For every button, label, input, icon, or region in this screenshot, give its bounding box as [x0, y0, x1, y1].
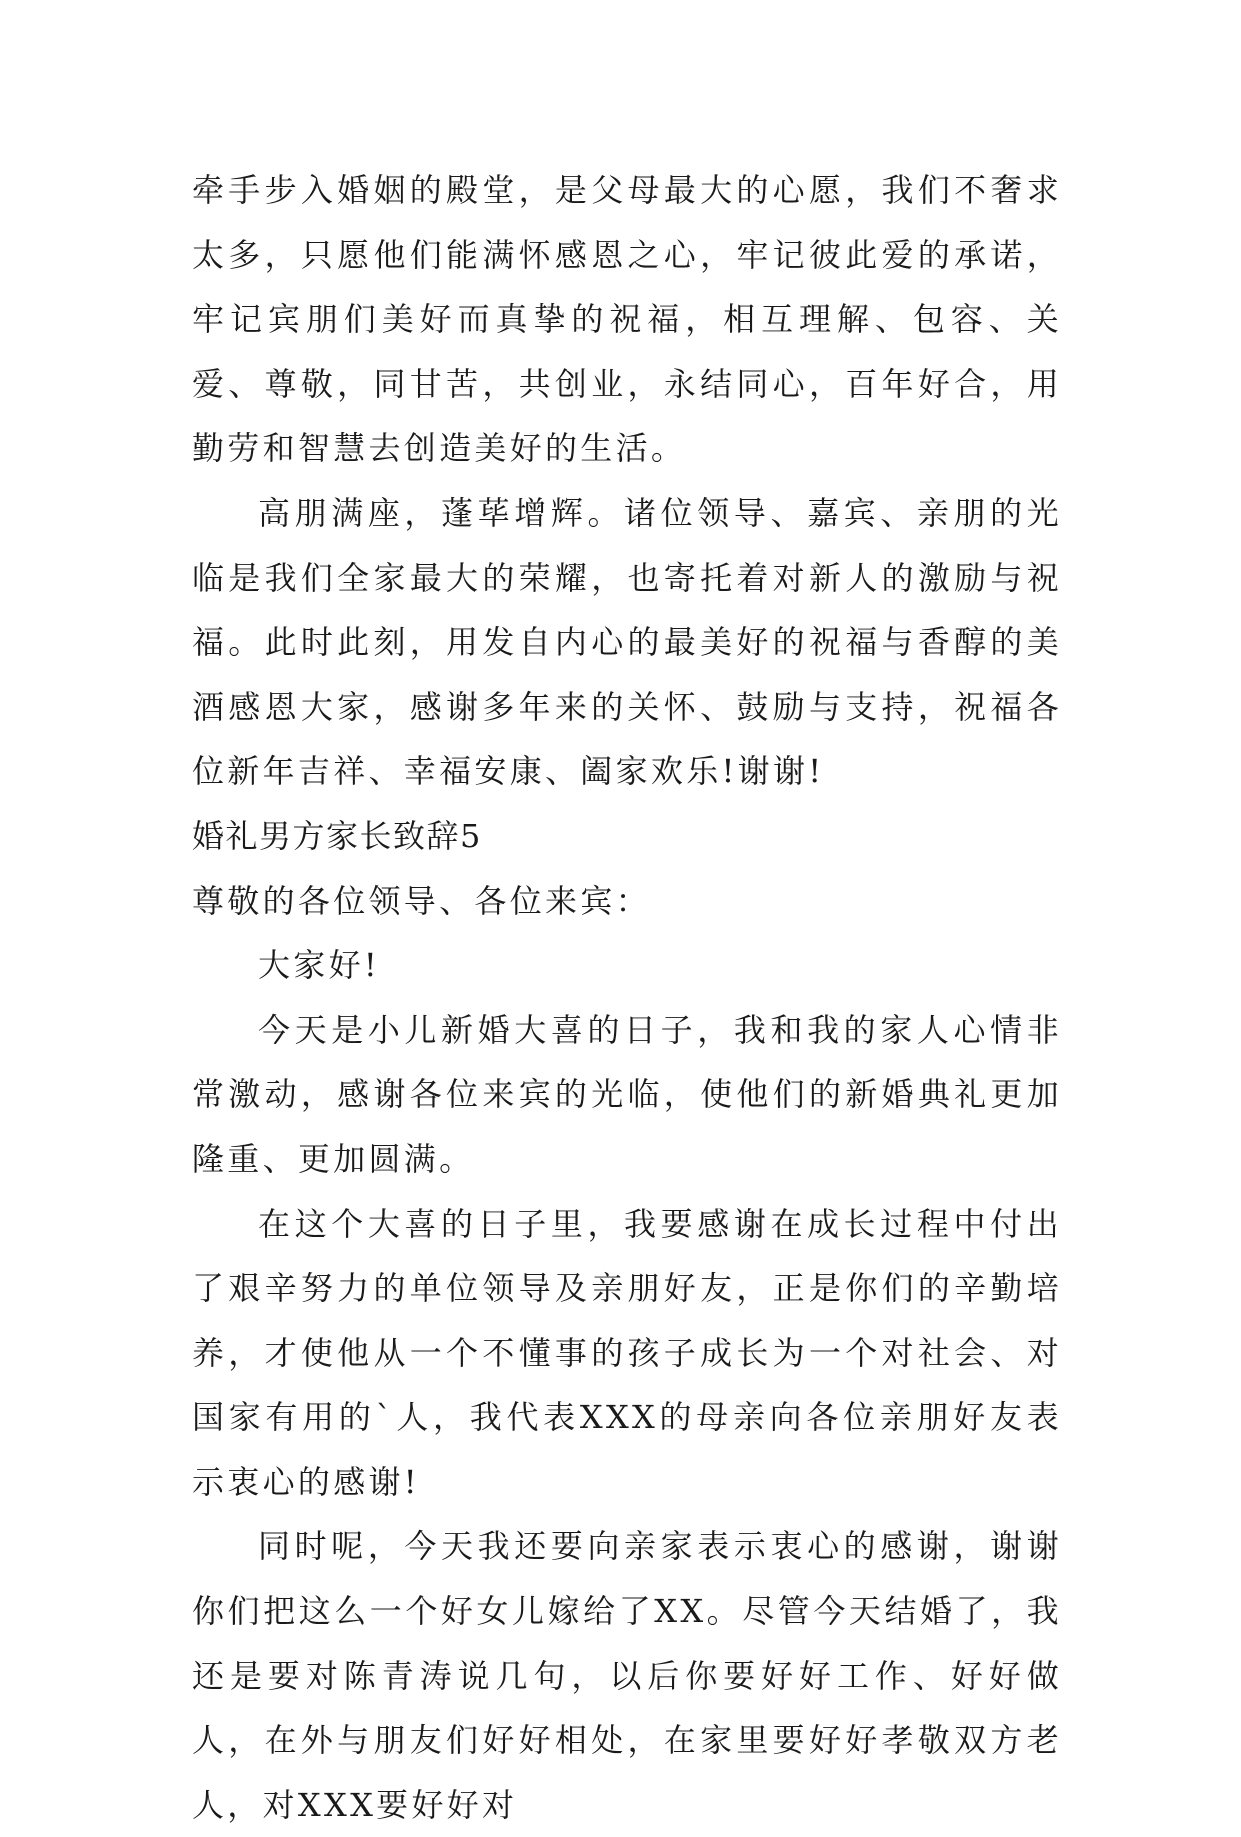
paragraph-wedding-wishes: 牵手步入婚姻的殿堂，是父母最大的心愿，我们不奢求太多，只愿他们能满怀感恩之心，牢记彼此爱的承诺，牢记宾朋们美好而真挚的祝福，相互理解、包容、关爱、尊敬，同甘苦，共创业，永结同心，百年好合，用勤劳和智慧去创造美好的生活。 — [192, 171, 1062, 468]
section-title: 婚礼男方家长致辞5 — [192, 816, 482, 855]
salutation: 尊敬的各位领导、各位来宾： — [192, 881, 651, 920]
paragraph-thanks-in-laws: 同时呢，今天我还要向亲家表示衷心的感谢，谢谢你们把这么一个好女儿嫁给了XX。尽管今天结婚了，我还是要对陈青涛说几句，以后你要好好工作、好好做人，在外与朋友们好好相处，在家里要好好孝敬双方老人，对XXX要好好对 — [192, 1527, 1062, 1824]
greeting: 大家好! — [258, 946, 381, 985]
document-body — [192, 158, 1062, 1837]
paragraph-happy-day: 今天是小儿新婚大喜的日子，我和我的家人心情非常激动，感谢各位来宾的光临，使他们的新婚典礼更加隆重、更加圆满。 — [192, 1010, 1062, 1178]
paragraph-gratitude-leaders: 在这个大喜的日子里，我要感谢在成长过程中付出了艰辛努力的单位领导及亲朋好友，正是你们的辛勤培养，才使他从一个不懂事的孩子成长为一个对社会、对国家有用的`人，我代表XXX的母亲向各位亲朋好友表示衷心的感谢! — [192, 1204, 1062, 1501]
paragraph-guests-thanks: 高朋满座，蓬荜增辉。诸位领导、嘉宾、亲朋的光临是我们全家最大的荣耀，也寄托着对新人的激励与祝福。此时此刻，用发自内心的最美好的祝福与香醇的美酒感恩大家，感谢多年来的关怀、鼓励与支持，祝福各位新年吉祥、幸福安康、阖家欢乐!谢谢! — [192, 493, 1062, 791]
